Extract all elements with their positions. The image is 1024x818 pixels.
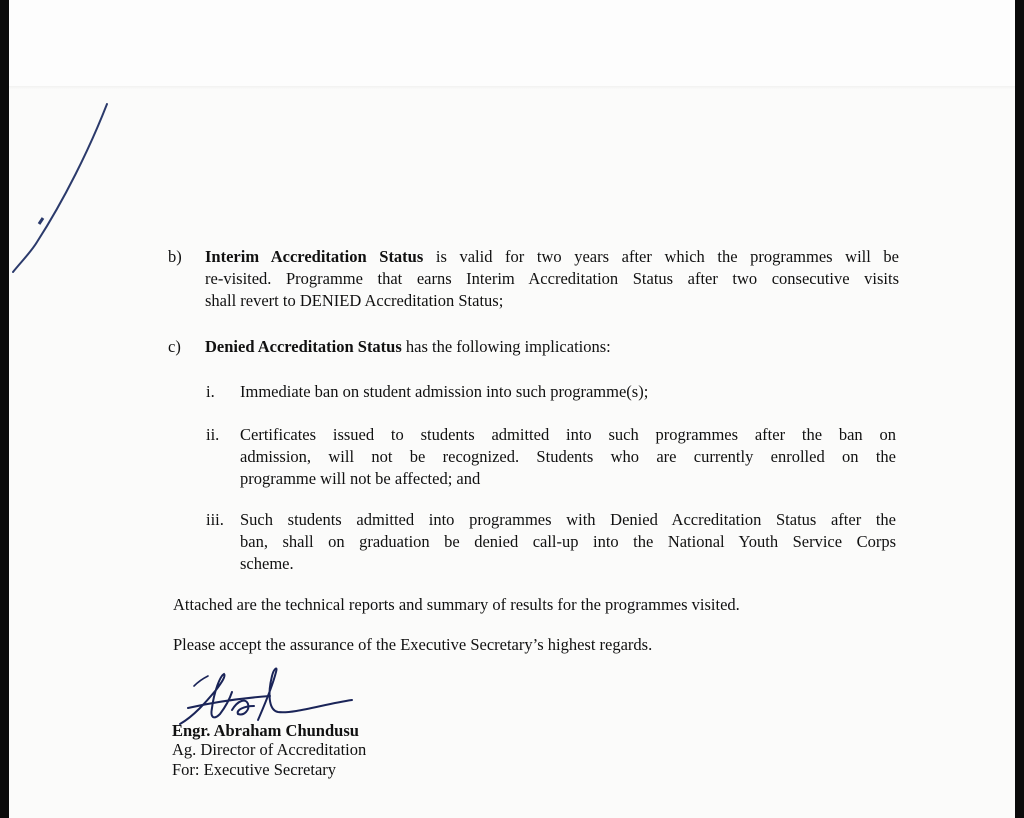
signatory-title: Ag. Director of Accreditation	[172, 740, 367, 759]
item-b-line1: is valid for two years after which the programmes will be	[423, 247, 900, 266]
implication-iii-line3: scheme.	[240, 554, 294, 573]
item-b-paragraph	[205, 246, 899, 312]
item-b-heading: Interim Accreditation Status	[205, 247, 424, 266]
implication-i-marker: i.	[206, 382, 215, 401]
implication-ii-line2: admission, will not be recognized. Students who are currently enrolled on the	[240, 447, 896, 466]
document-page	[9, 0, 1015, 818]
implication-iii-paragraph	[240, 509, 896, 575]
closing-regards-text: Please accept the assurance of the Executive Secretary’s highest regards.	[173, 635, 653, 654]
item-b-line2: re-visited. Programme that earns Interim Accreditation Status after two consecutive visits	[205, 269, 899, 288]
implication-ii-marker: ii.	[206, 425, 220, 444]
pen-stroke-mark	[9, 100, 119, 280]
implication-iii-marker: iii.	[206, 510, 224, 529]
item-b-marker: b)	[168, 247, 182, 266]
signatory-for: For: Executive Secretary	[172, 760, 337, 779]
item-c-paragraph	[205, 336, 611, 357]
item-c-marker: c)	[168, 337, 181, 356]
implication-ii-line1: Certificates issued to students admitted into such programmes after the ban on	[240, 425, 896, 444]
implication-i-text: Immediate ban on student admission into such programme(s);	[240, 382, 649, 401]
implication-iii-line2: ban, shall on graduation be denied call-up into the National Youth Service Corps	[240, 532, 896, 551]
implication-iii-line1: Such students admitted into programmes with Denied Accreditation Status after the	[240, 510, 896, 529]
attached-reports-text: Attached are the technical reports and summary of results for the programmes visited.	[173, 595, 740, 614]
implication-ii-paragraph	[240, 424, 896, 490]
item-c-text: has the following implications:	[401, 337, 611, 356]
implication-ii-line3: programme will not be affected; and	[240, 469, 481, 488]
item-c-heading: Denied Accreditation Status	[205, 337, 402, 356]
item-b-line3: shall revert to DENIED Accreditation Status;	[205, 291, 504, 310]
signatory-name: Engr. Abraham Chundusu	[172, 721, 359, 740]
